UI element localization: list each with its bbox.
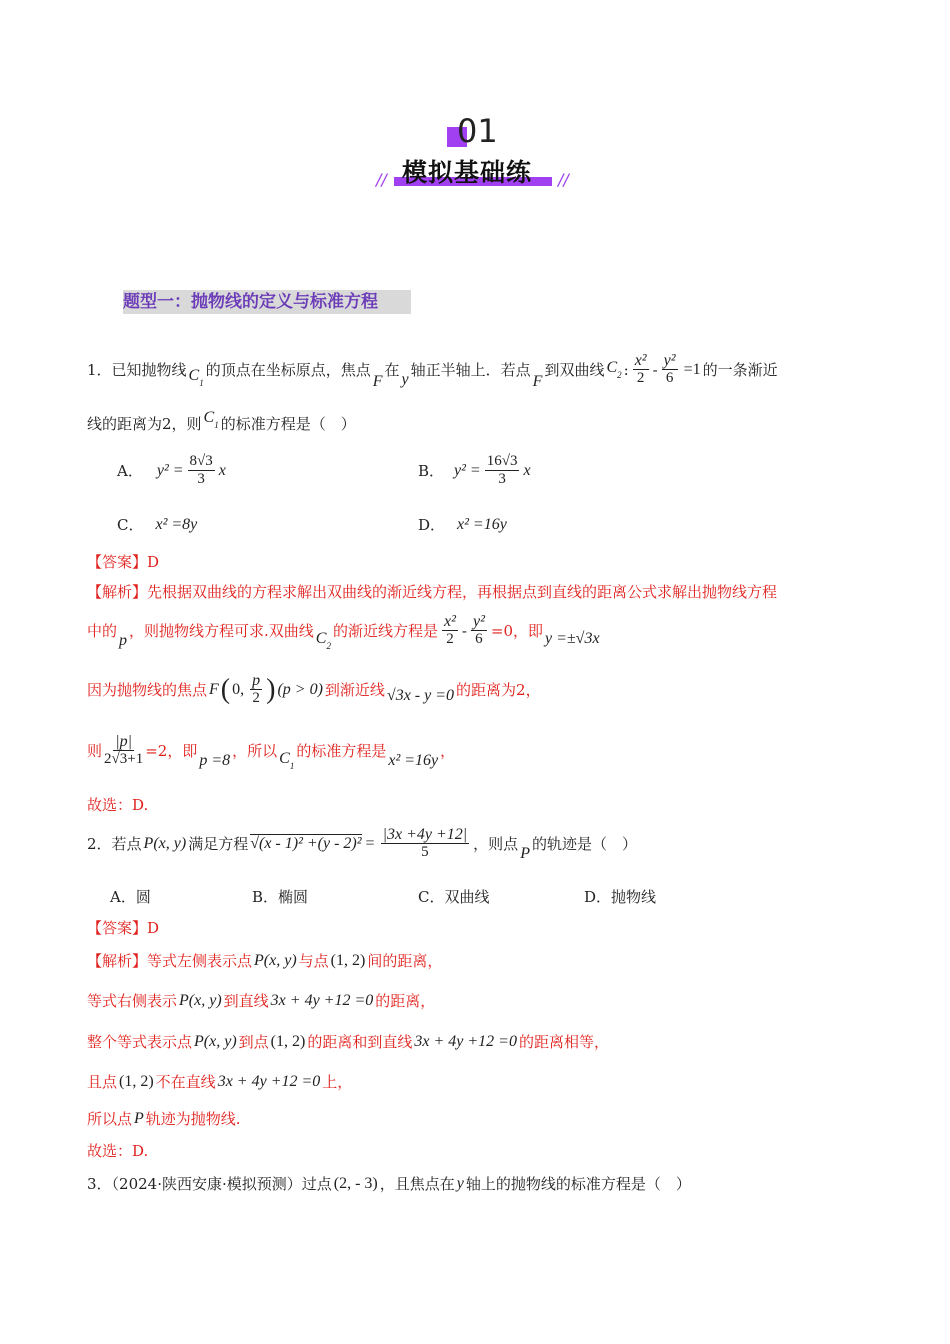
text: =0，即 <box>490 622 543 640</box>
math: P <box>520 844 530 862</box>
text: 轴上的抛物线的标准方程是（ ） <box>465 1175 691 1193</box>
math: p <box>252 672 261 689</box>
math: 3x + 4y +12 =0 <box>270 991 374 1009</box>
math: 3x + 4y +12 =0 <box>217 1072 321 1090</box>
analysis-1-line-3 <box>87 672 541 707</box>
math: √(x - 1)² +(y - 2)² <box>250 835 362 852</box>
text: 2√3+1 <box>104 751 144 767</box>
text: 3．（2024·陕西安康·模拟预测）过点 <box>87 1175 332 1193</box>
q2-option-a[interactable]: A．圆 <box>110 888 151 906</box>
text: A． <box>117 462 143 480</box>
text: 的距离相等， <box>518 1033 609 1051</box>
text: - <box>652 360 658 379</box>
math: F <box>209 680 219 698</box>
fraction <box>104 733 143 768</box>
text: 的距离为2， <box>456 681 541 699</box>
fraction <box>631 352 651 387</box>
text: 到渐近线 <box>324 681 385 699</box>
text: : <box>623 360 629 379</box>
fraction <box>485 453 520 488</box>
math: p =8 <box>199 751 231 769</box>
math: (1, 2) <box>330 951 366 969</box>
text: 线的距离为2，则 <box>87 415 202 433</box>
text: 且点 <box>87 1073 118 1091</box>
math: F <box>532 372 543 390</box>
question-1-line-2 <box>87 409 356 434</box>
text: 2 <box>636 370 645 386</box>
math: P(x, y) <box>254 951 297 969</box>
text: 6 <box>475 631 483 647</box>
math <box>189 367 204 388</box>
math: |p| <box>115 733 133 750</box>
analysis-1-line-4 <box>87 733 456 771</box>
math: p <box>119 631 128 649</box>
text: 中的 <box>87 622 118 640</box>
analysis-2-line-3 <box>87 1031 609 1052</box>
math: |3x +4y +12| <box>382 826 468 843</box>
math: P(x, y) <box>179 991 222 1009</box>
fraction <box>440 613 460 648</box>
answer-1: 【答案】D <box>87 553 160 571</box>
fraction <box>660 352 680 387</box>
math: (1, 2) <box>119 1072 154 1090</box>
text: ，则点 <box>473 835 519 853</box>
slash-decoration-left: // <box>376 170 387 189</box>
q2-option-b[interactable]: B．椭圆 <box>252 888 309 906</box>
option-a[interactable] <box>117 453 228 488</box>
text: 3 <box>197 471 205 487</box>
text: ， <box>440 742 456 760</box>
analysis-2-line-2 <box>87 990 435 1011</box>
text: 到双曲线 <box>544 361 605 379</box>
math: (p > 0) <box>277 680 323 698</box>
analysis-2-line-1 <box>87 950 442 971</box>
analysis-1-line-2 <box>87 613 602 651</box>
page-title: 模拟基础练 <box>402 158 533 187</box>
text: 满足方程 <box>188 835 249 853</box>
text: 所以点 <box>87 1110 133 1128</box>
math: (2, - 3) <box>333 1174 378 1192</box>
text: 1．已知抛物线 <box>87 361 187 379</box>
math: x² =16y <box>388 751 439 769</box>
math: y² <box>663 352 676 369</box>
text: 2 <box>617 370 622 380</box>
math: P(x, y) <box>194 1032 237 1050</box>
math: y =±√3x <box>545 629 600 647</box>
text: 间的距离， <box>367 952 443 970</box>
text: C <box>203 409 215 426</box>
text: 的轨迹是（ ） <box>531 835 637 853</box>
answer-2: 【答案】D <box>87 919 160 937</box>
math <box>316 630 331 651</box>
text: 与点 <box>298 952 329 970</box>
text: D． <box>418 516 446 534</box>
text: 的一条渐近 <box>702 361 778 379</box>
section-number: 01 <box>457 112 498 150</box>
text: ) <box>266 673 276 705</box>
text: 的距离， <box>375 992 436 1010</box>
text: ( <box>220 673 231 705</box>
text: 16√3 <box>486 453 518 469</box>
math: y <box>456 1174 464 1192</box>
text: 1 <box>199 378 204 388</box>
text: 则 <box>87 742 103 760</box>
text: 的距离和到直线 <box>307 1033 413 1051</box>
math: 0, <box>232 680 245 698</box>
text: 2 <box>326 641 331 651</box>
math: √3x - y =0 <box>386 686 455 704</box>
section-heading: 题型一：抛物线的定义与标准方程 <box>123 290 411 314</box>
text: 整个等式表示点 <box>87 1033 193 1051</box>
text: 不在直线 <box>155 1073 216 1091</box>
math: x <box>523 461 531 479</box>
math: y² <box>472 613 485 630</box>
analysis-2-line-5 <box>87 1108 241 1129</box>
slash-decoration-right: // <box>558 170 569 189</box>
math: y² = <box>454 461 481 479</box>
math: y² = <box>156 461 184 479</box>
fraction <box>248 672 264 707</box>
math <box>204 409 219 430</box>
text: 2．若点 <box>87 835 142 853</box>
option-c[interactable] <box>117 514 199 535</box>
math: y <box>401 370 409 388</box>
question-1-line-1 <box>87 352 778 390</box>
text: 【解析】等式左侧表示点 <box>87 952 253 970</box>
q2-option-c[interactable]: C．双曲线 <box>418 888 490 906</box>
text: 2 <box>446 631 454 647</box>
choose-2: 故选：D. <box>87 1142 149 1160</box>
math: = <box>365 834 375 852</box>
math: x² =16y <box>457 515 507 533</box>
text: 的顶点在坐标原点，焦点 <box>205 361 371 379</box>
math <box>279 750 294 771</box>
math: 3x + 4y +12 =0 <box>414 1032 517 1050</box>
text: 的渐近线方程是 <box>332 622 438 640</box>
text: ，所以 <box>232 742 278 760</box>
math: P(x, y) <box>143 834 187 852</box>
text: 在 <box>384 361 400 379</box>
text: 因为抛物线的焦点 <box>87 681 208 699</box>
text: 1 <box>214 420 219 430</box>
text: 3 <box>498 471 506 487</box>
text: 上， <box>322 1073 353 1091</box>
option-d[interactable] <box>418 514 509 535</box>
text: C <box>279 750 290 767</box>
text: 到直线 <box>223 992 269 1010</box>
question-2-line <box>87 826 637 861</box>
math: =1 <box>683 360 701 378</box>
text: C． <box>117 516 144 534</box>
choose-1: 故选：D. <box>87 796 149 814</box>
text: ，则抛物线方程可求.双曲线 <box>129 622 314 640</box>
question-3-line <box>87 1173 691 1194</box>
text: 轴正半轴上．若点 <box>410 361 531 379</box>
text: 6 <box>665 370 674 386</box>
math <box>606 359 621 380</box>
fraction <box>379 826 472 861</box>
analysis-1-line-1: 【解析】先根据双曲线的方程求解出双曲线的渐近线方程，再根据点到直线的距离公式求解出抛物线方程 <box>87 583 778 601</box>
text: 的标准方程是 <box>296 742 387 760</box>
text: 2 <box>252 690 260 706</box>
math: x² =8y <box>155 515 198 533</box>
fraction <box>469 613 489 648</box>
q2-option-d[interactable]: D．抛物线 <box>584 888 657 906</box>
text: 5 <box>421 844 429 860</box>
text: 1 <box>289 761 295 771</box>
text: C <box>606 359 618 376</box>
math: x² <box>443 613 456 630</box>
option-b[interactable] <box>418 453 533 488</box>
text: 到点 <box>238 1033 269 1051</box>
text: 的标准方程是（ ） <box>220 415 356 433</box>
text: - <box>461 621 467 640</box>
math: (1, 2) <box>270 1032 306 1050</box>
text: =2，即 <box>145 742 198 760</box>
math: x² <box>634 352 647 369</box>
text: C <box>188 367 200 384</box>
text: 8√3 <box>189 453 213 469</box>
analysis-2-line-4 <box>87 1071 352 1092</box>
text: ，且焦点在 <box>379 1175 455 1193</box>
text: 轨迹为抛物线. <box>145 1110 241 1128</box>
text: C <box>315 630 327 647</box>
math: P <box>134 1109 144 1127</box>
fraction <box>188 453 215 488</box>
math: x <box>218 461 226 479</box>
text: 等式右侧表示 <box>87 992 178 1010</box>
math: F <box>372 372 383 390</box>
text: B． <box>418 462 445 480</box>
